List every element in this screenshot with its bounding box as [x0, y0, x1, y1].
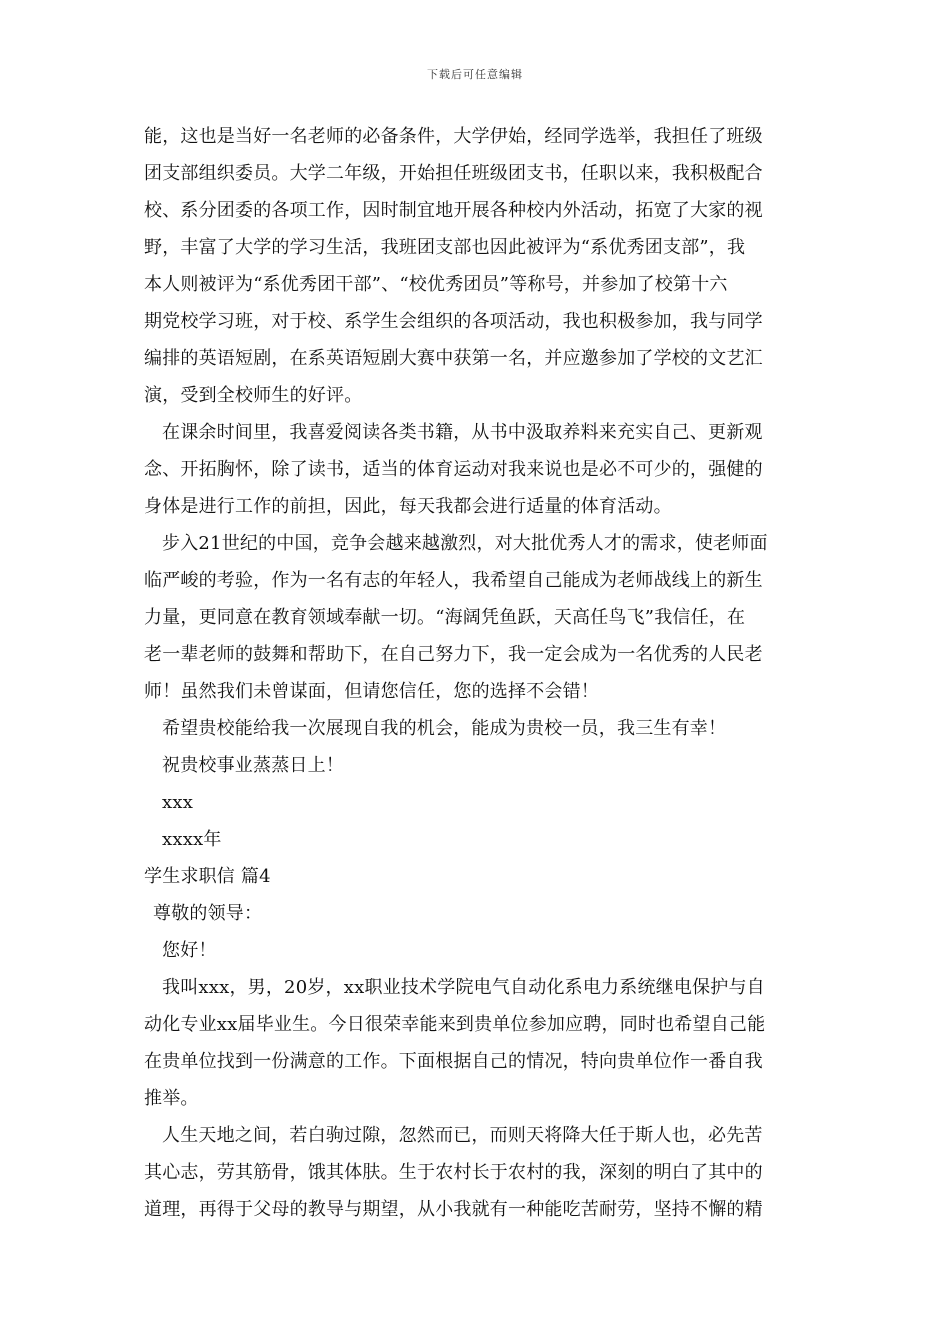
- text-line: 能，这也是当好一名老师的必备条件，大学伊始，经同学选举，我担任了班级: [144, 126, 763, 147]
- signature-date: xxxx年: [162, 829, 222, 850]
- text-line: 推举。: [144, 1088, 199, 1109]
- text-line: 道理，再得于父母的教导与期望，从小我就有一种能吃苦耐劳，坚持不懈的精: [144, 1199, 763, 1220]
- salutation: 尊敬的领导：: [153, 903, 263, 924]
- text-line: 我叫xxx，男，20岁，xx职业技术学院电气自动化系电力系统继电保护与自: [162, 977, 765, 998]
- text-line: 希望贵校能给我一次展现自我的机会，能成为贵校一员，我三生有幸！: [162, 718, 727, 739]
- page-header: 下载后可任意编辑: [427, 68, 523, 81]
- text-line: 野，丰富了大学的学习生活，我班团支部也因此被评为“系优秀团支部”，我: [144, 237, 746, 258]
- signature-name: xxx: [162, 792, 194, 813]
- text-line: 在贵单位找到一份满意的工作。下面根据自己的情况，特向贵单位作一番自我: [144, 1051, 763, 1072]
- text-line: 念、开拓胸怀，除了读书，适当的体育运动对我来说也是必不可少的，强健的: [144, 459, 763, 480]
- text-line: 演，受到全校师生的好评。: [144, 385, 363, 406]
- text-line: 动化专业xx届毕业生。今日很荣幸能来到贵单位参加应聘，同时也希望自己能: [144, 1014, 766, 1035]
- text-line: 身体是进行工作的前担，因此，每天我都会进行适量的体育活动。: [144, 496, 672, 517]
- text-line: 力量，更同意在教育领域奉献一切。“海阔凭鱼跃，天高任鸟飞”我信任，在: [144, 607, 746, 628]
- text-line: 临严峻的考验，作为一名有志的年轻人，我希望自己能成为老师战线上的新生: [144, 570, 763, 591]
- text-line: 其心志，劳其筋骨，饿其体肤。生于农村长于农村的我，深刻的明白了其中的: [144, 1162, 763, 1183]
- text-line: 团支部组织委员。大学二年级，开始担任班级团支书，任职以来，我积极配合: [144, 163, 763, 184]
- text-line: 期党校学习班，对于校、系学生会组织的各项活动，我也积极参加，我与同学: [144, 311, 763, 332]
- document-body: [144, 118, 808, 1228]
- text-line: 步入21世纪的中国，竞争会越来越激烈，对大批优秀人才的需求，使老师面: [162, 533, 768, 554]
- text-line: 在课余时间里，我喜爱阅读各类书籍，从书中汲取养料来充实自己、更新观: [162, 422, 763, 443]
- greeting: 您好！: [162, 940, 217, 961]
- text-line: 本人则被评为“系优秀团干部”、“校优秀团员”等称号，并参加了校第十六: [144, 274, 728, 295]
- text-line: 老一辈老师的鼓舞和帮助下，在自己努力下，我一定会成为一名优秀的人民老: [144, 644, 763, 665]
- text-line: 校、系分团委的各项工作，因时制宜地开展各种校内外活动，拓宽了大家的视: [144, 200, 763, 221]
- text-line: 编排的英语短剧，在系英语短剧大赛中获第一名，并应邀参加了学校的文艺汇: [144, 348, 763, 369]
- section-title: 学生求职信 篇4: [144, 866, 271, 887]
- text-line: 师！虽然我们未曾谋面，但请您信任，您的选择不会错！: [144, 681, 599, 702]
- closing-wish: 祝贵校事业蒸蒸日上！: [162, 755, 344, 776]
- text-line: 人生天地之间，若白驹过隙，忽然而已，而则天将降大任于斯人也，必先苦: [162, 1125, 763, 1146]
